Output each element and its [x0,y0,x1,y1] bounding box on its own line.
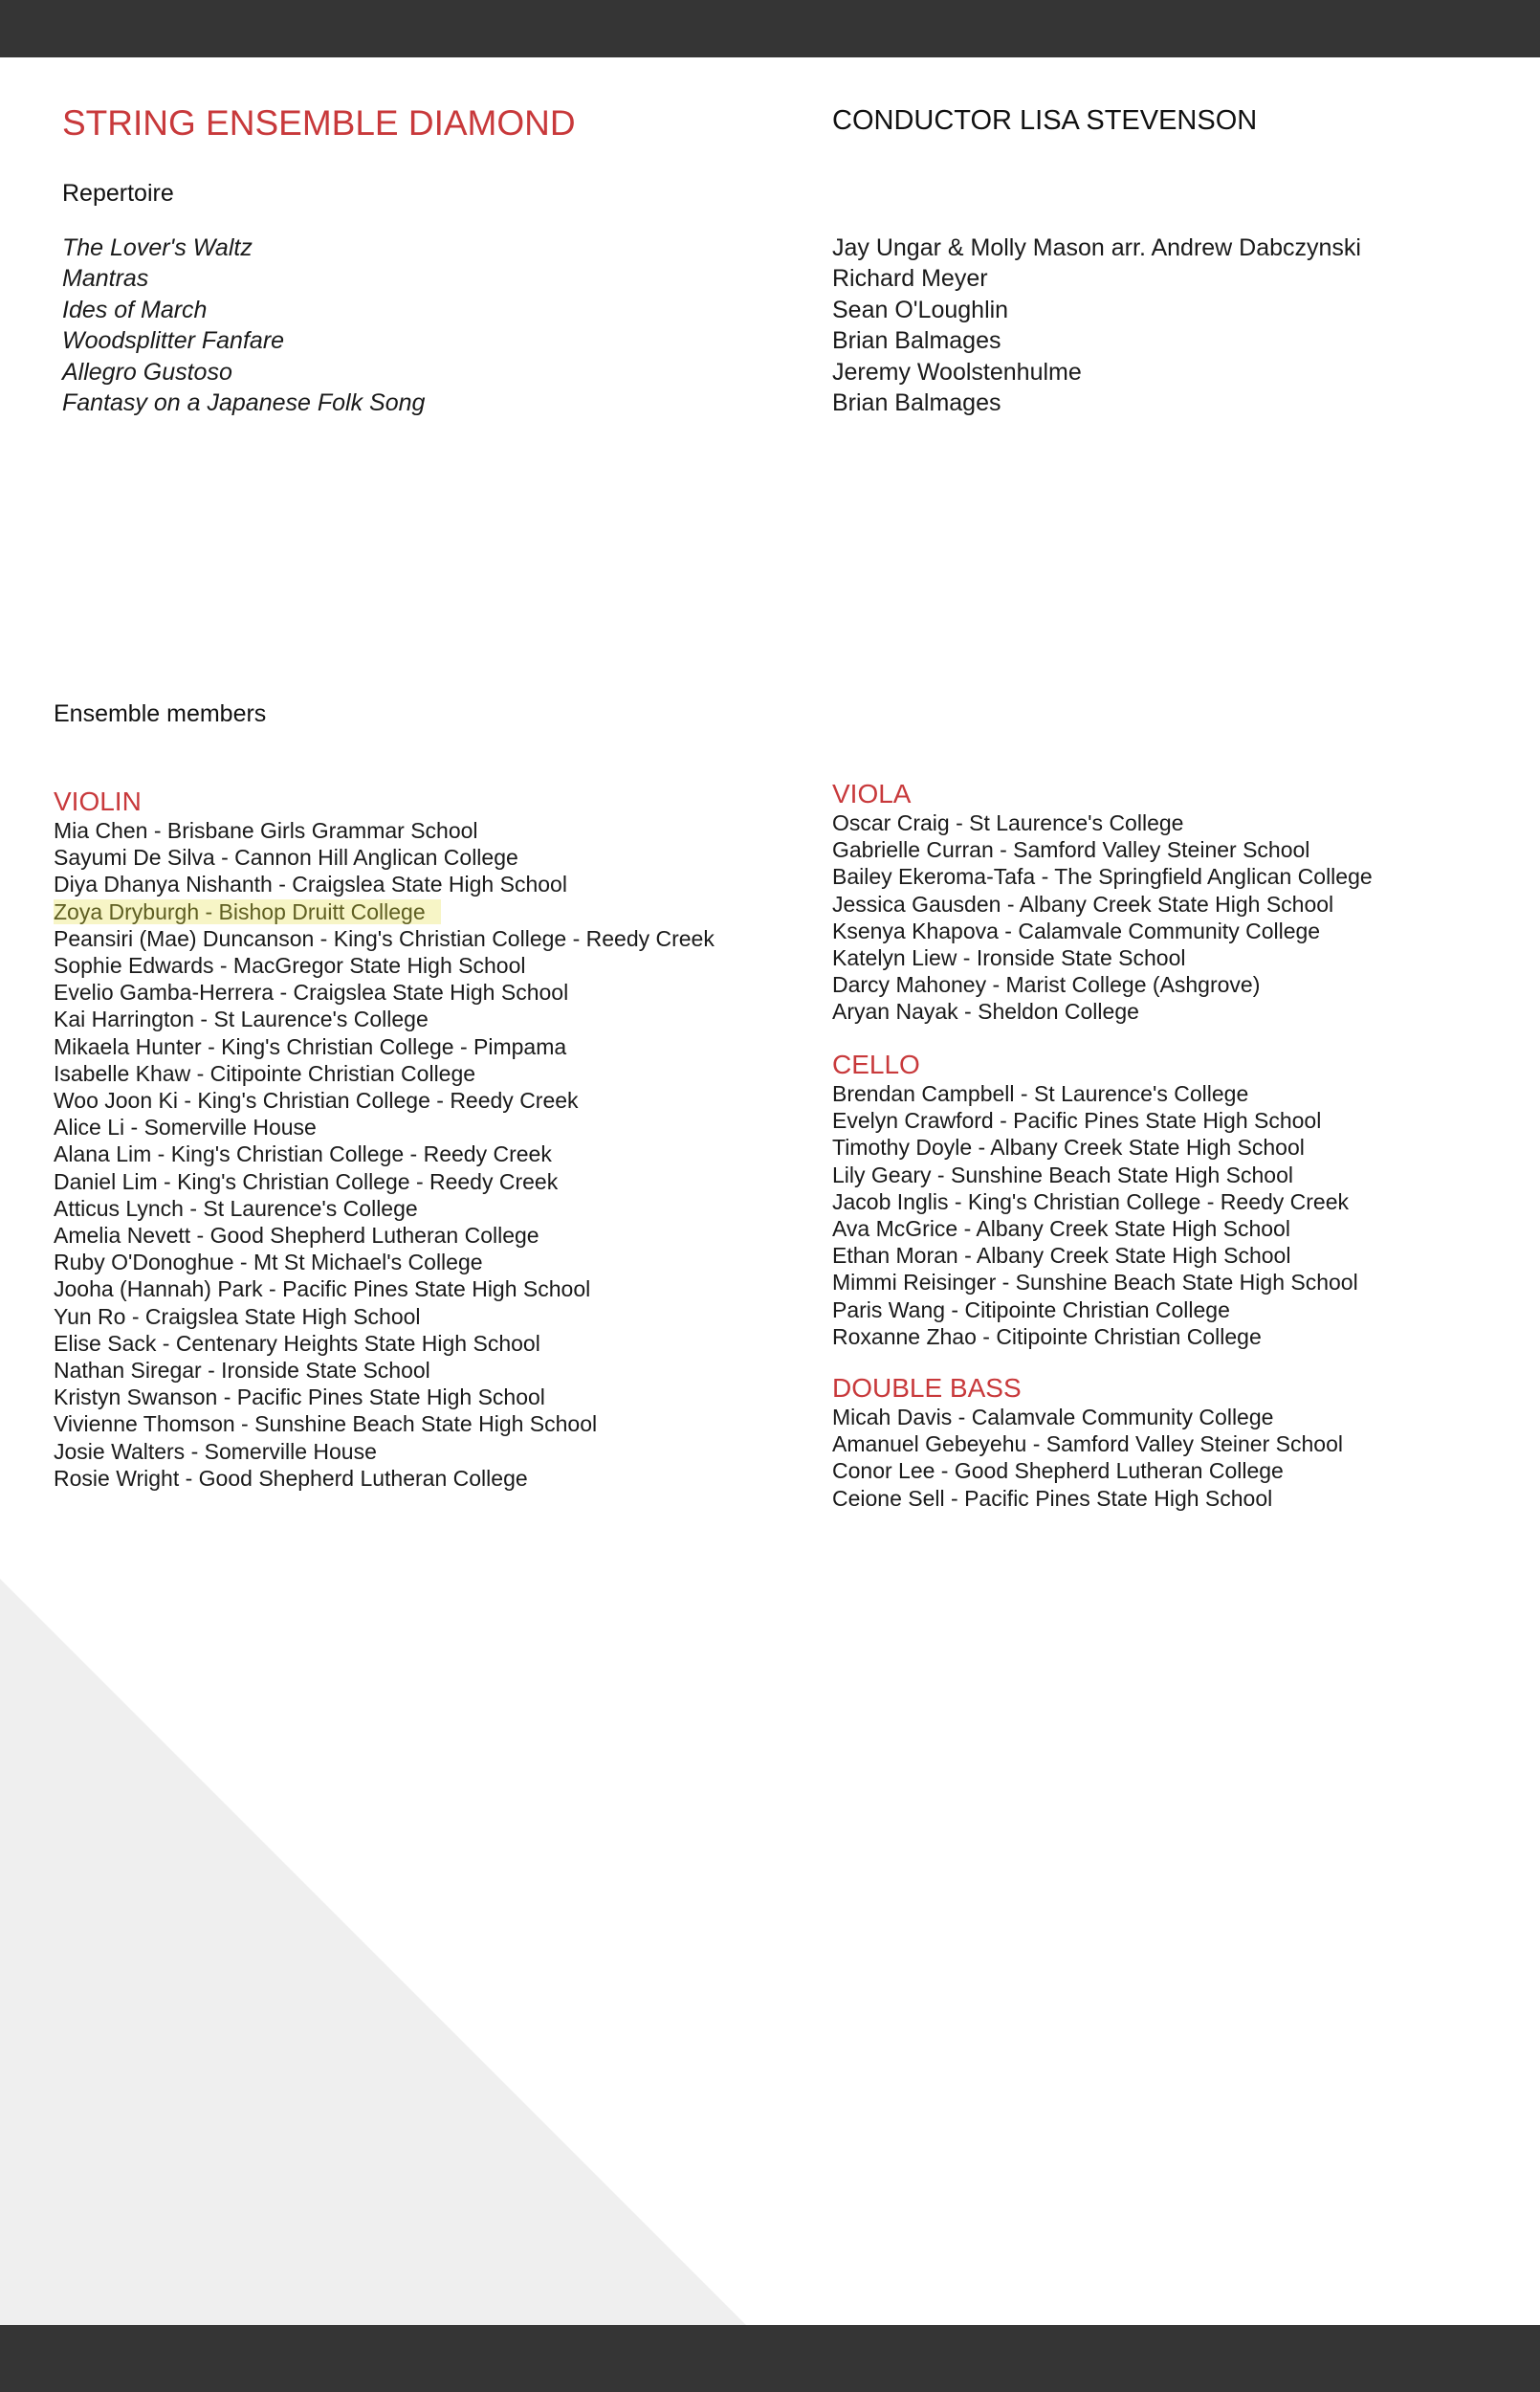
section-heading: VIOLIN [54,786,142,816]
list-item-text: Sayumi De Silva - Cannon Hill Anglican College [54,845,518,871]
list-item-text: The Lover's Waltz [62,234,253,261]
list-item [54,1410,715,1437]
list-item-text: Allegro Gustoso [62,358,232,386]
violin-list [54,817,715,1492]
list-item-text: Atticus Lynch - St Laurence's College [54,1195,418,1221]
list-item [62,388,425,418]
conductor-name: CONDUCTOR LISA STEVENSON [832,105,1258,136]
list-item-text: Paris Wang - Citipointe Christian College [832,1296,1230,1322]
list-item [54,1303,715,1330]
list-item [832,971,1373,998]
list-item-text: Oscar Craig - St Laurence's College [832,810,1184,835]
list-item [62,263,425,294]
ensemble-title: STRING ENSEMBLE DIAMOND [62,103,576,143]
list-item-text: Brian Balmages [832,327,1001,355]
cello-section [832,1050,1358,1350]
list-item-text: Jooha (Hannah) Park - Pacific Pines State High School [54,1276,591,1302]
list-item-text: Micah Davis - Calamvale Community College [832,1405,1274,1429]
list-item [54,817,715,844]
top-bar [0,0,1540,57]
list-item-text: Kai Harrington - St Laurence's College [54,1007,429,1032]
repertoire-composers [832,233,1361,418]
list-item [832,1457,1343,1484]
list-item-text: Woo Joon Ki - King's Christian College - Reedy Creek [54,1088,579,1114]
list-item-text: Conor Lee - Good Shepherd Lutheran College [832,1458,1284,1484]
list-item-text: Jeremy Woolstenhulme [832,358,1082,386]
list-item-text: Bailey Ekeroma-Tafa - The Springfield Anglican College [832,864,1373,890]
list-item-text: Ksenya Khapova - Calamvale Community College [832,918,1321,943]
repertoire-pieces [62,233,425,418]
list-item-text: Richard Meyer [832,265,988,293]
list-item-text: Lily Geary - Sunshine Beach State High School [832,1162,1293,1187]
background-triangle [0,1579,746,2325]
list-item [54,1087,715,1114]
list-item-text: Jacob Inglis - King's Christian College - Reedy Creek [832,1188,1350,1214]
list-item-text: Roxanne Zhao - Citipointe Christian College [832,1323,1262,1349]
list-item-text: Mimmi Reisinger - Sunshine Beach State High School [832,1270,1358,1296]
list-item-text: Rosie Wright - Good Shepherd Lutheran College [54,1465,528,1491]
list-item [832,263,1361,294]
list-item [54,1141,715,1167]
list-item-text: Diya Dhanya Nishanth - Craigslea State High School [54,872,567,897]
list-item-text: Evelyn Crawford - Pacific Pines State High School [832,1108,1322,1134]
list-item [832,1323,1358,1350]
list-item-text: Mia Chen - Brisbane Girls Grammar School [54,818,478,843]
list-item-text: Alana Lim - King's Christian College - Reedy Creek [54,1141,552,1167]
list-item-text: Fantasy on a Japanese Folk Song [62,389,426,417]
double-bass-section [832,1373,1343,1512]
list-item-text: Zoya Dryburgh - Bishop Druitt College [54,899,441,924]
list-item-text: Ceione Sell - Pacific Pines State High School [832,1485,1273,1511]
list-item [54,1222,715,1249]
list-item [832,944,1373,971]
list-item [62,357,425,388]
list-item [832,1430,1343,1457]
list-item [832,1134,1358,1161]
list-item [54,952,715,979]
list-item [54,1114,715,1141]
list-item-text: Nathan Siregar - Ironside State School [54,1358,430,1384]
list-item [54,1357,715,1384]
list-item-text: Isabelle Khaw - Citipointe Christian College [54,1060,476,1086]
list-item [832,891,1373,918]
bottom-bar [0,2325,1540,2392]
list-item [832,1162,1358,1188]
list-item-text: Ides of March [62,296,208,323]
list-item-text: Brendan Campbell - St Laurence's College [832,1081,1249,1106]
list-item-text: Amanuel Gebeyehu - Samford Valley Steiner School [832,1431,1343,1457]
list-item-text: Ruby O'Donoghue - Mt St Michael's College [54,1250,483,1275]
list-item [832,1188,1358,1215]
cello-list [832,1080,1358,1350]
viola-list [832,809,1373,1026]
list-item [832,1404,1343,1430]
list-item [62,233,425,263]
list-item [832,918,1373,944]
list-item [832,1107,1358,1134]
list-item [54,1384,715,1410]
list-item-text: Aryan Nayak - Sheldon College [832,999,1139,1025]
list-item-text: Vivienne Thomson - Sunshine Beach State High School [54,1411,598,1437]
section-heading: CELLO [832,1050,920,1079]
list-item [54,1438,715,1465]
list-item-text: Elise Sack - Centenary Heights State High School [54,1330,540,1356]
violin-section [54,786,715,1492]
list-item-text: Peansiri (Mae) Duncanson - King's Christian College - Reedy Creek [54,925,715,951]
list-item-text: Amelia Nevett - Good Shepherd Lutheran College [54,1223,539,1249]
list-item-text: Darcy Mahoney - Marist College (Ashgrove) [832,972,1261,998]
list-item [832,1485,1343,1512]
viola-section [832,779,1373,1026]
list-item [54,1195,715,1222]
list-item [54,1249,715,1275]
list-item-text: Mikaela Hunter - King's Christian College - Pimpama [54,1033,567,1059]
section-heading: VIOLA [832,779,912,808]
list-item [832,357,1361,388]
list-item-text: Sean O'Loughlin [832,296,1009,323]
list-item [832,1269,1358,1296]
list-item-text: Alice Li - Somerville House [54,1115,317,1141]
list-item-text: Jessica Gausden - Albany Creek State High School [832,891,1334,917]
list-item-text: Yun Ro - Craigslea State High School [54,1303,421,1329]
list-item [54,1168,715,1195]
list-item [54,1060,715,1087]
list-item [54,1006,715,1032]
list-item [54,898,715,925]
double-bass-list [832,1404,1343,1512]
list-item [54,979,715,1006]
repertoire-label: Repertoire [62,180,174,207]
list-item-text: Sophie Edwards - MacGregor State High School [54,953,526,979]
list-item [832,998,1373,1025]
list-item [832,325,1361,356]
members-label: Ensemble members [54,700,267,727]
list-item [54,925,715,952]
list-item-text: Evelio Gamba-Herrera - Craigslea State High School [54,980,569,1006]
list-item [832,1215,1358,1242]
list-item [832,1242,1358,1269]
list-item-text: Woodsplitter Fanfare [62,327,285,355]
list-item [832,809,1373,836]
list-item [832,295,1361,325]
list-item [54,871,715,897]
list-item [832,388,1361,418]
list-item [54,1275,715,1302]
list-item-text: Jay Ungar & Molly Mason arr. Andrew Dabczynski [832,234,1361,261]
list-item [832,1080,1358,1107]
list-item [54,1465,715,1492]
list-item-text: Mantras [62,265,149,293]
list-item [832,863,1373,890]
section-heading: DOUBLE BASS [832,1373,1022,1403]
list-item [832,233,1361,263]
list-item [54,1330,715,1357]
list-item-text: Timothy Doyle - Albany Creek State High School [832,1135,1305,1161]
list-item [62,295,425,325]
list-item [54,1033,715,1060]
list-item [54,844,715,871]
list-item-text: Daniel Lim - King's Christian College - Reedy Creek [54,1168,559,1194]
list-item [832,1296,1358,1323]
list-item-text: Ethan Moran - Albany Creek State High School [832,1243,1291,1269]
list-item-text: Kristyn Swanson - Pacific Pines State High School [54,1384,545,1410]
list-item [62,325,425,356]
list-item-text: Brian Balmages [832,389,1001,417]
list-item-text: Katelyn Liew - Ironside State School [832,945,1186,971]
list-item-text: Josie Walters - Somerville House [54,1438,377,1464]
list-item-text: Ava McGrice - Albany Creek State High School [832,1216,1290,1242]
list-item [832,836,1373,863]
list-item-text: Gabrielle Curran - Samford Valley Steiner School [832,837,1310,863]
